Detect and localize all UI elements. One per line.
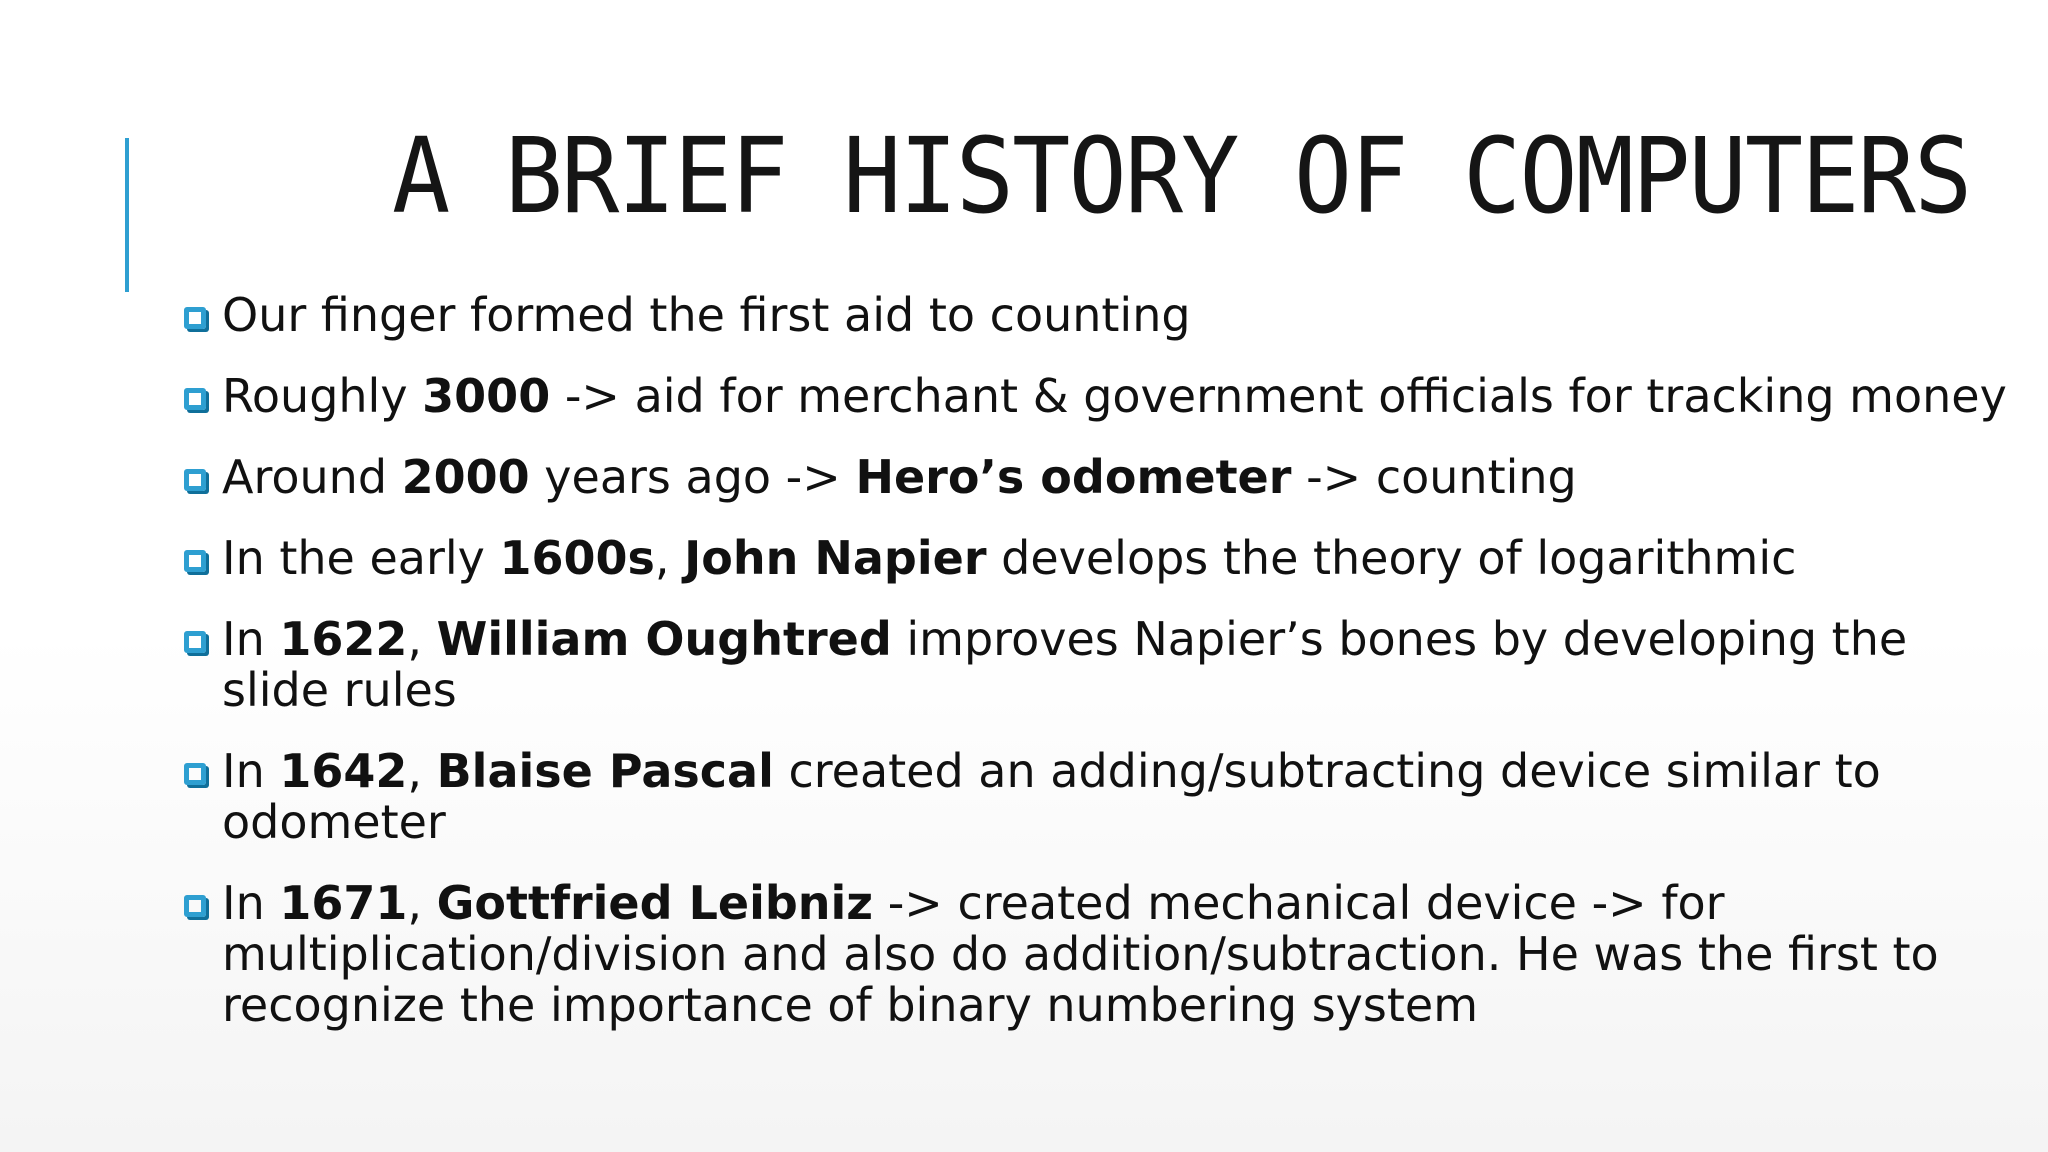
bullet-text: Our finger formed the first aid to counting bbox=[222, 288, 1191, 342]
bullet-text: In the early bbox=[222, 531, 500, 585]
bullet-text: created an adding/subtracting device similar to odometer bbox=[222, 744, 1881, 849]
bullet-emphasis: 1600s bbox=[499, 531, 655, 585]
bullet-text: , bbox=[407, 876, 437, 930]
bullet-item bbox=[184, 533, 2014, 584]
bullet-emphasis: 2000 bbox=[401, 450, 530, 504]
bullet-text: , bbox=[654, 531, 685, 585]
bullet-text: years ago -> bbox=[529, 450, 856, 504]
bullet-text: , bbox=[407, 744, 437, 798]
bullet-text: -> aid for merchant & government officials for tracking money bbox=[550, 369, 2007, 423]
bullet-emphasis: John Napier bbox=[684, 531, 987, 585]
bullet-item bbox=[184, 746, 2014, 848]
bullet-text: improves Napier’s bones by developing the slide rules bbox=[222, 612, 1908, 717]
bullet-text: Roughly bbox=[222, 369, 423, 423]
square-bullet-icon bbox=[184, 763, 206, 785]
bullet-item bbox=[184, 878, 2014, 1031]
bullet-text: In bbox=[222, 612, 280, 666]
bullet-text: develops the theory of logarithmic bbox=[986, 531, 1797, 585]
bullet-item bbox=[184, 290, 2014, 341]
square-bullet-icon bbox=[184, 307, 206, 329]
bullet-emphasis: 1671 bbox=[279, 876, 408, 930]
bullet-text: Around bbox=[222, 450, 402, 504]
square-bullet-icon bbox=[184, 469, 206, 491]
bullet-list bbox=[184, 290, 2014, 1061]
bullet-emphasis: 1642 bbox=[279, 744, 408, 798]
square-bullet-icon bbox=[184, 895, 206, 917]
bullet-text: In bbox=[222, 744, 280, 798]
square-bullet-icon bbox=[184, 388, 206, 410]
bullet-emphasis: Blaise Pascal bbox=[436, 744, 774, 798]
square-bullet-icon bbox=[184, 631, 206, 653]
bullet-text: -> created mechanical device -> for multiplication/division and also do addition/subtraction. He was the first to recognize the importance of binary numbering system bbox=[222, 876, 1939, 1032]
bullet-text: In bbox=[222, 876, 280, 930]
title-accent-bar bbox=[125, 138, 129, 292]
slide-title: A BRIEF HISTORY OF COMPUTERS bbox=[392, 115, 1971, 237]
bullet-emphasis: Gottfried Leibniz bbox=[436, 876, 874, 930]
bullet-emphasis: Hero’s odometer bbox=[855, 450, 1292, 504]
bullet-text: , bbox=[407, 612, 437, 666]
bullet-item bbox=[184, 371, 2014, 422]
bullet-item bbox=[184, 614, 2014, 716]
bullet-emphasis: William Oughtred bbox=[436, 612, 892, 666]
bullet-item bbox=[184, 452, 2014, 503]
bullet-text: -> counting bbox=[1291, 450, 1577, 504]
bullet-emphasis: 1622 bbox=[279, 612, 408, 666]
square-bullet-icon bbox=[184, 550, 206, 572]
bullet-emphasis: 3000 bbox=[422, 369, 551, 423]
